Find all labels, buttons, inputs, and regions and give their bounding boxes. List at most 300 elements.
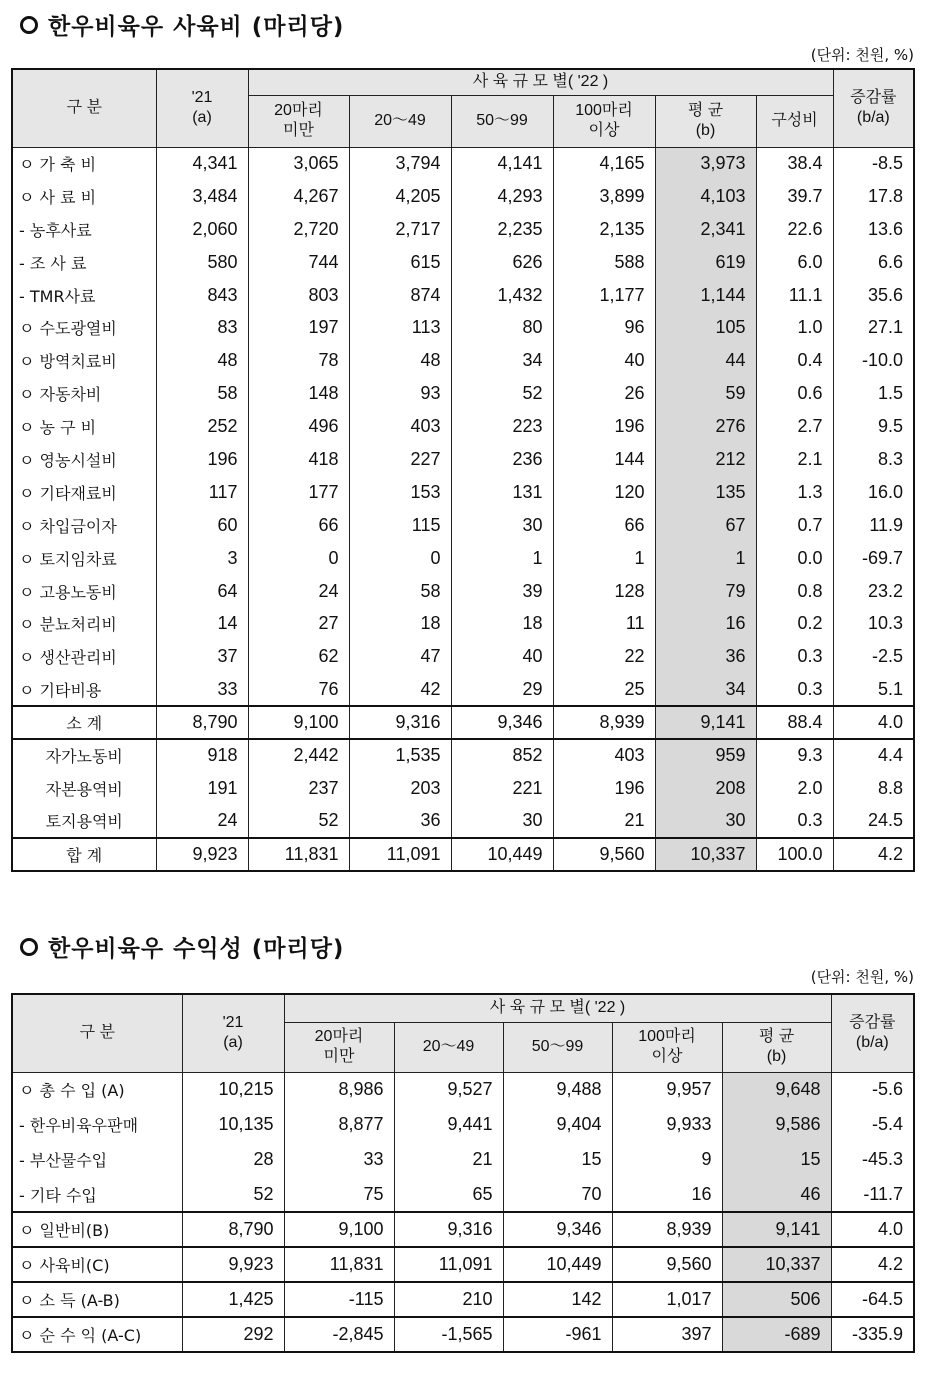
cell-value: 852	[451, 739, 553, 772]
cell-average: 10,337	[655, 838, 756, 871]
header-average: 평 균 (b)	[655, 95, 756, 147]
row-label: ㅇ 토지임차료	[12, 542, 156, 575]
cell-value: 403	[349, 410, 451, 443]
cell-value: 418	[248, 443, 349, 476]
row-label: ㅇ 일반비(B)	[12, 1212, 182, 1247]
cell-value: 8,939	[553, 706, 655, 739]
cell-value: 1,017	[612, 1282, 722, 1317]
table-row	[12, 1072, 914, 1107]
cell-value: 33	[156, 673, 248, 706]
table-row	[12, 147, 914, 180]
cell-value: 48	[349, 344, 451, 377]
cell-value: 0.3	[756, 673, 833, 706]
cell-value: 9,316	[394, 1212, 503, 1247]
cell-value: 88.4	[756, 706, 833, 739]
cell-value: 27	[248, 607, 349, 640]
cell-value: 1.0	[756, 311, 833, 344]
table-row	[12, 640, 914, 673]
cell-average: 619	[655, 246, 756, 279]
cell-value: 78	[248, 344, 349, 377]
cell-average: 16	[655, 607, 756, 640]
cell-value: -335.9	[831, 1317, 914, 1352]
cell-value: -69.7	[833, 542, 914, 575]
cell-value: 4,205	[349, 180, 451, 213]
cell-value: 11,091	[394, 1247, 503, 1282]
cell-value: 0.7	[756, 509, 833, 542]
cell-value: 252	[156, 410, 248, 443]
cell-value: 8,790	[156, 706, 248, 739]
cell-value: 113	[349, 311, 451, 344]
cell-value: 615	[349, 246, 451, 279]
cell-value: 40	[553, 344, 655, 377]
cell-average: 276	[655, 410, 756, 443]
cell-value: 1,425	[182, 1282, 284, 1317]
table-row	[12, 213, 914, 246]
section-title-cost: 한우비육우 사육비 (마리당)	[20, 8, 344, 41]
circle-bullet-icon	[20, 938, 38, 956]
header-change-rate: 증감률 (b/a)	[831, 994, 914, 1072]
table-row	[12, 1107, 914, 1142]
cell-value: 9,346	[451, 706, 553, 739]
row-label: ㅇ 기타비용	[12, 673, 156, 706]
cell-value: 0.2	[756, 607, 833, 640]
cell-average: 4,103	[655, 180, 756, 213]
cell-value: 4,165	[553, 147, 655, 180]
row-label: ㅇ 소 득 (A-B)	[12, 1282, 182, 1317]
cell-value: 60	[156, 509, 248, 542]
cell-value: 1,535	[349, 739, 451, 772]
cell-value: 197	[248, 311, 349, 344]
row-label: ㅇ 총 수 입 (A)	[12, 1072, 182, 1107]
row-label: - 부산물수입	[12, 1142, 182, 1177]
table-row	[12, 344, 914, 377]
cell-average: 9,141	[722, 1212, 831, 1247]
cell-value: 21	[394, 1142, 503, 1177]
cell-value: 58	[349, 575, 451, 608]
section-title-profit: 한우비육우 수익성 (마리당)	[20, 930, 344, 963]
row-label: ㅇ 가 축 비	[12, 147, 156, 180]
cell-value: 23.2	[833, 575, 914, 608]
table-row	[12, 805, 914, 838]
row-label: ㅇ 사육비(C)	[12, 1247, 182, 1282]
row-label: - 조 사 료	[12, 246, 156, 279]
table-row	[12, 246, 914, 279]
row-label: ㅇ 농 구 비	[12, 410, 156, 443]
row-label: ㅇ 자동차비	[12, 377, 156, 410]
cell-value: 2,717	[349, 213, 451, 246]
cell-value: 75	[284, 1177, 394, 1212]
table-row	[12, 673, 914, 706]
cell-value: 10.3	[833, 607, 914, 640]
cell-value: 8.3	[833, 443, 914, 476]
cell-value: 24.5	[833, 805, 914, 838]
header-category: 구 분	[12, 69, 156, 147]
cell-value: 496	[248, 410, 349, 443]
cell-value: -5.6	[831, 1072, 914, 1107]
table-row	[12, 575, 914, 608]
cell-value: -115	[284, 1282, 394, 1317]
cell-value: 11.9	[833, 509, 914, 542]
cell-value: 8,986	[284, 1072, 394, 1107]
cell-value: 191	[156, 772, 248, 805]
profit-table	[11, 993, 915, 1353]
cell-value: 2,235	[451, 213, 553, 246]
cell-value: 144	[553, 443, 655, 476]
cell-value: 3	[156, 542, 248, 575]
row-label: ㅇ 분뇨처리비	[12, 607, 156, 640]
cell-value: 66	[553, 509, 655, 542]
header-scale-group: 사 육 규 모 별( '22 )	[284, 994, 831, 1022]
cell-value: 6.0	[756, 246, 833, 279]
cell-value: 4.0	[831, 1212, 914, 1247]
cell-value: 39	[451, 575, 553, 608]
cell-value: 3,794	[349, 147, 451, 180]
cell-value: 15	[503, 1142, 612, 1177]
cell-value: 34	[451, 344, 553, 377]
row-label: ㅇ 기타재료비	[12, 476, 156, 509]
cell-value: 47	[349, 640, 451, 673]
row-label: 자가노동비	[12, 739, 156, 772]
cell-value: 18	[349, 607, 451, 640]
cell-value: -1,565	[394, 1317, 503, 1352]
header-50-99: 50～99	[503, 1022, 612, 1072]
cell-value: 0	[349, 542, 451, 575]
cell-average: 9,141	[655, 706, 756, 739]
cell-average: 1,144	[655, 279, 756, 312]
cell-average: 212	[655, 443, 756, 476]
cell-value: -64.5	[831, 1282, 914, 1317]
cell-value: 223	[451, 410, 553, 443]
table-row	[12, 1142, 914, 1177]
cell-average: 59	[655, 377, 756, 410]
cell-average: 506	[722, 1282, 831, 1317]
cell-value: 0.8	[756, 575, 833, 608]
cell-average: 3,973	[655, 147, 756, 180]
cell-value: 1.5	[833, 377, 914, 410]
cell-value: 24	[248, 575, 349, 608]
table-row	[12, 1177, 914, 1212]
cell-value: 35.6	[833, 279, 914, 312]
cell-value: 9,100	[284, 1212, 394, 1247]
cell-value: 52	[451, 377, 553, 410]
cell-value: 80	[451, 311, 553, 344]
row-label: - TMR사료	[12, 279, 156, 312]
row-label: ㅇ 사 료 비	[12, 180, 156, 213]
cell-value: 40	[451, 640, 553, 673]
cell-value: 93	[349, 377, 451, 410]
cell-value: 177	[248, 476, 349, 509]
table-row	[12, 279, 914, 312]
table-row	[12, 739, 914, 772]
cell-value: -45.3	[831, 1142, 914, 1177]
cell-average: 9,586	[722, 1107, 831, 1142]
cell-average: 208	[655, 772, 756, 805]
cell-value: 9,316	[349, 706, 451, 739]
cell-average: -689	[722, 1317, 831, 1352]
cell-value: 9.5	[833, 410, 914, 443]
cell-value: 8.8	[833, 772, 914, 805]
cell-value: 42	[349, 673, 451, 706]
cell-value: 115	[349, 509, 451, 542]
cell-value: 237	[248, 772, 349, 805]
cell-value: 70	[503, 1177, 612, 1212]
cell-value: 803	[248, 279, 349, 312]
cell-value: 9,346	[503, 1212, 612, 1247]
header-change-rate: 증감률 (b/a)	[833, 69, 914, 147]
cell-value: 9	[612, 1142, 722, 1177]
cell-value: 4,341	[156, 147, 248, 180]
cell-value: 11,091	[349, 838, 451, 871]
table-row	[12, 443, 914, 476]
header-20-49: 20～49	[349, 95, 451, 147]
cell-value: 9,923	[182, 1247, 284, 1282]
cell-value: 142	[503, 1282, 612, 1317]
header-50-99: 50～99	[451, 95, 553, 147]
cell-value: 58	[156, 377, 248, 410]
cell-value: 24	[156, 805, 248, 838]
cell-value: 0.6	[756, 377, 833, 410]
cell-value: 2,135	[553, 213, 655, 246]
cell-value: 4.0	[833, 706, 914, 739]
header-100-plus: 100마리 이상	[553, 95, 655, 147]
cell-value: -5.4	[831, 1107, 914, 1142]
cell-value: 14	[156, 607, 248, 640]
cell-value: 96	[553, 311, 655, 344]
row-label: - 기타 수입	[12, 1177, 182, 1212]
cell-value: 8,877	[284, 1107, 394, 1142]
cell-value: 29	[451, 673, 553, 706]
cell-value: -2.5	[833, 640, 914, 673]
cell-value: 17.8	[833, 180, 914, 213]
cell-value: 1	[451, 542, 553, 575]
cell-value: 25	[553, 673, 655, 706]
cell-value: 30	[451, 805, 553, 838]
row-label: 토지용역비	[12, 805, 156, 838]
cell-average: 1	[655, 542, 756, 575]
row-label: ㅇ 생산관리비	[12, 640, 156, 673]
cell-value: 9,527	[394, 1072, 503, 1107]
cell-value: 1,432	[451, 279, 553, 312]
cell-average: 959	[655, 739, 756, 772]
cell-value: 62	[248, 640, 349, 673]
cell-value: 9,488	[503, 1072, 612, 1107]
cell-value: 3,484	[156, 180, 248, 213]
cell-value: 26	[553, 377, 655, 410]
cell-value: 403	[553, 739, 655, 772]
cell-value: 580	[156, 246, 248, 279]
cell-value: 2.0	[756, 772, 833, 805]
header-100-plus: 100마리 이상	[612, 1022, 722, 1072]
table-row	[12, 1282, 914, 1317]
cell-value: 210	[394, 1282, 503, 1317]
table-row	[12, 410, 914, 443]
table-row	[12, 311, 914, 344]
cell-value: 11,831	[284, 1247, 394, 1282]
header-prev-year: '21 (a)	[182, 994, 284, 1072]
cell-average: 67	[655, 509, 756, 542]
cell-value: 9,923	[156, 838, 248, 871]
header-composition: 구성비	[756, 95, 833, 147]
cell-value: 744	[248, 246, 349, 279]
cell-value: 30	[451, 509, 553, 542]
table-row	[12, 180, 914, 213]
cell-value: -8.5	[833, 147, 914, 180]
cell-average: 34	[655, 673, 756, 706]
cell-value: 117	[156, 476, 248, 509]
cell-value: 588	[553, 246, 655, 279]
cell-value: 37	[156, 640, 248, 673]
cell-value: 4,267	[248, 180, 349, 213]
cell-value: 1.3	[756, 476, 833, 509]
cell-value: 66	[248, 509, 349, 542]
row-label: ㅇ 방역치료비	[12, 344, 156, 377]
cell-value: 0.0	[756, 542, 833, 575]
cell-average: 79	[655, 575, 756, 608]
cell-value: 10,449	[503, 1247, 612, 1282]
cell-value: 48	[156, 344, 248, 377]
cell-value: 148	[248, 377, 349, 410]
row-label: ㅇ 고용노동비	[12, 575, 156, 608]
row-label: 소 계	[12, 706, 156, 739]
cell-value: 13.6	[833, 213, 914, 246]
cell-average: 44	[655, 344, 756, 377]
cell-value: 9,560	[553, 838, 655, 871]
cell-value: 4,293	[451, 180, 553, 213]
table-row	[12, 1317, 914, 1352]
cell-value: 0	[248, 542, 349, 575]
cell-value: 9,441	[394, 1107, 503, 1142]
table-row	[12, 1247, 914, 1282]
unit-label: (단위: 천원, %)	[810, 46, 914, 64]
header-average: 평 균 (b)	[722, 1022, 831, 1072]
cell-average: 2,341	[655, 213, 756, 246]
circle-bullet-icon	[20, 16, 38, 34]
cell-value: 8,790	[182, 1212, 284, 1247]
cell-value: 4.2	[833, 838, 914, 871]
cell-value: 1,177	[553, 279, 655, 312]
cell-value: 21	[553, 805, 655, 838]
cell-value: 843	[156, 279, 248, 312]
cell-value: 1	[553, 542, 655, 575]
header-scale-group: 사 육 규 모 별( '22 )	[248, 69, 833, 95]
cell-average: 10,337	[722, 1247, 831, 1282]
cell-value: 9,560	[612, 1247, 722, 1282]
table-row	[12, 377, 914, 410]
cell-value: 196	[156, 443, 248, 476]
table-row	[12, 607, 914, 640]
cell-average: 9,648	[722, 1072, 831, 1107]
cell-value: 4.4	[833, 739, 914, 772]
cell-value: 6.6	[833, 246, 914, 279]
cell-value: 2,060	[156, 213, 248, 246]
row-label: ㅇ 영농시설비	[12, 443, 156, 476]
cell-value: -10.0	[833, 344, 914, 377]
cell-value: 65	[394, 1177, 503, 1212]
row-label: - 한우비육우판매	[12, 1107, 182, 1142]
cell-value: 874	[349, 279, 451, 312]
cell-value: 4,141	[451, 147, 553, 180]
table-row	[12, 509, 914, 542]
cell-value: 397	[612, 1317, 722, 1352]
cell-value: 83	[156, 311, 248, 344]
cell-average: 46	[722, 1177, 831, 1212]
cell-value: 0.4	[756, 344, 833, 377]
unit-label: (단위: 천원, %)	[810, 968, 914, 986]
table-row	[12, 772, 914, 805]
cell-value: 11.1	[756, 279, 833, 312]
cell-value: 236	[451, 443, 553, 476]
cell-value: 16.0	[833, 476, 914, 509]
header-prev-year: '21 (a)	[156, 69, 248, 147]
cell-value: 10,135	[182, 1107, 284, 1142]
cell-value: 10,449	[451, 838, 553, 871]
table-row	[12, 838, 914, 871]
cell-average: 15	[722, 1142, 831, 1177]
cell-value: 76	[248, 673, 349, 706]
cell-value: -2,845	[284, 1317, 394, 1352]
cell-value: 2.7	[756, 410, 833, 443]
cell-value: 196	[553, 772, 655, 805]
cell-average: 36	[655, 640, 756, 673]
cell-value: 18	[451, 607, 553, 640]
cell-value: 203	[349, 772, 451, 805]
cell-value: 292	[182, 1317, 284, 1352]
cell-value: 120	[553, 476, 655, 509]
table-row	[12, 1212, 914, 1247]
cell-value: 3,899	[553, 180, 655, 213]
cell-value: 52	[248, 805, 349, 838]
cell-value: -961	[503, 1317, 612, 1352]
cell-value: 16	[612, 1177, 722, 1212]
cell-value: 221	[451, 772, 553, 805]
header-under-20: 20마리 미만	[248, 95, 349, 147]
cell-value: 4.2	[831, 1247, 914, 1282]
row-label: ㅇ 순 수 익 (A-C)	[12, 1317, 182, 1352]
table-row	[12, 706, 914, 739]
header-20-49: 20～49	[394, 1022, 503, 1072]
cell-value: 2,720	[248, 213, 349, 246]
cell-value: 9,404	[503, 1107, 612, 1142]
cell-value: 64	[156, 575, 248, 608]
row-label: 합 계	[12, 838, 156, 871]
cell-average: 135	[655, 476, 756, 509]
cell-value: 27.1	[833, 311, 914, 344]
table-row	[12, 542, 914, 575]
cell-value: 626	[451, 246, 553, 279]
cell-value: 9,933	[612, 1107, 722, 1142]
cell-value: 22	[553, 640, 655, 673]
cell-value: 100.0	[756, 838, 833, 871]
cell-value: 22.6	[756, 213, 833, 246]
cell-value: 52	[182, 1177, 284, 1212]
cell-value: 10,215	[182, 1072, 284, 1107]
cell-value: 8,939	[612, 1212, 722, 1247]
cell-value: 2.1	[756, 443, 833, 476]
cell-value: 0.3	[756, 805, 833, 838]
cell-value: 5.1	[833, 673, 914, 706]
cell-value: 0.3	[756, 640, 833, 673]
cell-value: 2,442	[248, 739, 349, 772]
cell-value: 153	[349, 476, 451, 509]
row-label: ㅇ 수도광열비	[12, 311, 156, 344]
cell-value: 39.7	[756, 180, 833, 213]
cell-value: -11.7	[831, 1177, 914, 1212]
table-row	[12, 476, 914, 509]
cell-value: 38.4	[756, 147, 833, 180]
cell-value: 9,100	[248, 706, 349, 739]
row-label: 자본용역비	[12, 772, 156, 805]
cell-value: 11	[553, 607, 655, 640]
